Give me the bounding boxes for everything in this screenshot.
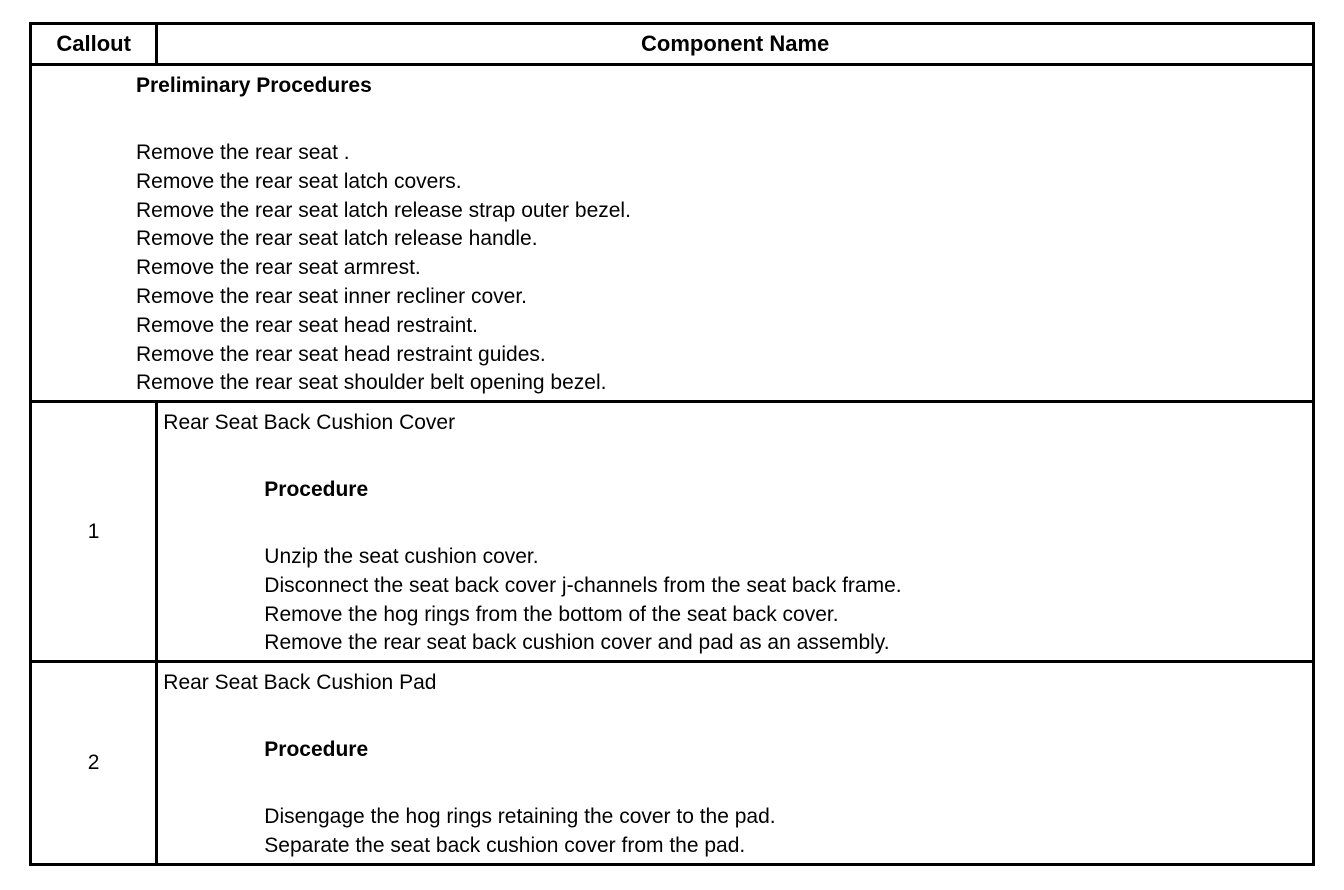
callout-number: 1 — [31, 402, 157, 662]
procedure-step: Remove the rear seat back cushion cover and pad as an assembly. — [264, 631, 890, 655]
procedure-title: Procedure — [264, 738, 369, 761]
preliminary-step-list — [136, 139, 1312, 398]
preliminary-step: Remove the rear seat head restraint. — [136, 313, 479, 337]
component-cell — [157, 662, 1314, 865]
component-cell — [157, 402, 1314, 662]
procedure-step: Disconnect the seat back cover j-channels from the seat back frame. — [264, 573, 902, 597]
procedure-step-list — [264, 543, 1312, 658]
procedure-step: Disengage the hog rings retaining the cover to the pad. — [264, 805, 776, 828]
preliminary-step: Remove the rear seat armrest. — [136, 256, 421, 280]
procedure-block — [163, 736, 1312, 861]
component-name-column-header: Component Name — [157, 24, 1314, 65]
procedure-title: Procedure — [264, 478, 369, 501]
preliminary-step: Remove the rear seat latch covers. — [136, 169, 462, 193]
preliminary-cell — [31, 65, 1314, 402]
preliminary-step: Remove the rear seat latch release handle. — [136, 227, 538, 251]
preliminary-step: Remove the rear seat inner recliner cover. — [136, 284, 528, 308]
procedure-step-list — [264, 803, 1312, 861]
table-header-row — [31, 24, 1314, 65]
component-name: Rear Seat Back Cushion Pad — [163, 671, 437, 694]
preliminary-row — [31, 65, 1314, 402]
preliminary-title: Preliminary Procedures — [136, 74, 372, 97]
procedure-block — [163, 476, 1312, 658]
component-table — [29, 22, 1315, 866]
procedure-step: Unzip the seat cushion cover. — [264, 545, 539, 568]
preliminary-step: Remove the rear seat latch release strap outer bezel. — [136, 198, 631, 222]
preliminary-step: Remove the rear seat shoulder belt opening bezel. — [136, 371, 607, 395]
preliminary-step: Remove the rear seat . — [136, 141, 350, 164]
component-name: Rear Seat Back Cushion Cover — [163, 411, 456, 434]
preliminary-step: Remove the rear seat head restraint guides. — [136, 342, 546, 366]
component-row — [31, 402, 1314, 662]
procedure-step: Remove the hog rings from the bottom of the seat back cover. — [264, 602, 839, 626]
callout-column-header: Callout — [31, 24, 157, 65]
procedure-step: Separate the seat back cushion cover from the pad. — [264, 833, 746, 857]
callout-number: 2 — [31, 662, 157, 865]
component-row — [31, 662, 1314, 865]
